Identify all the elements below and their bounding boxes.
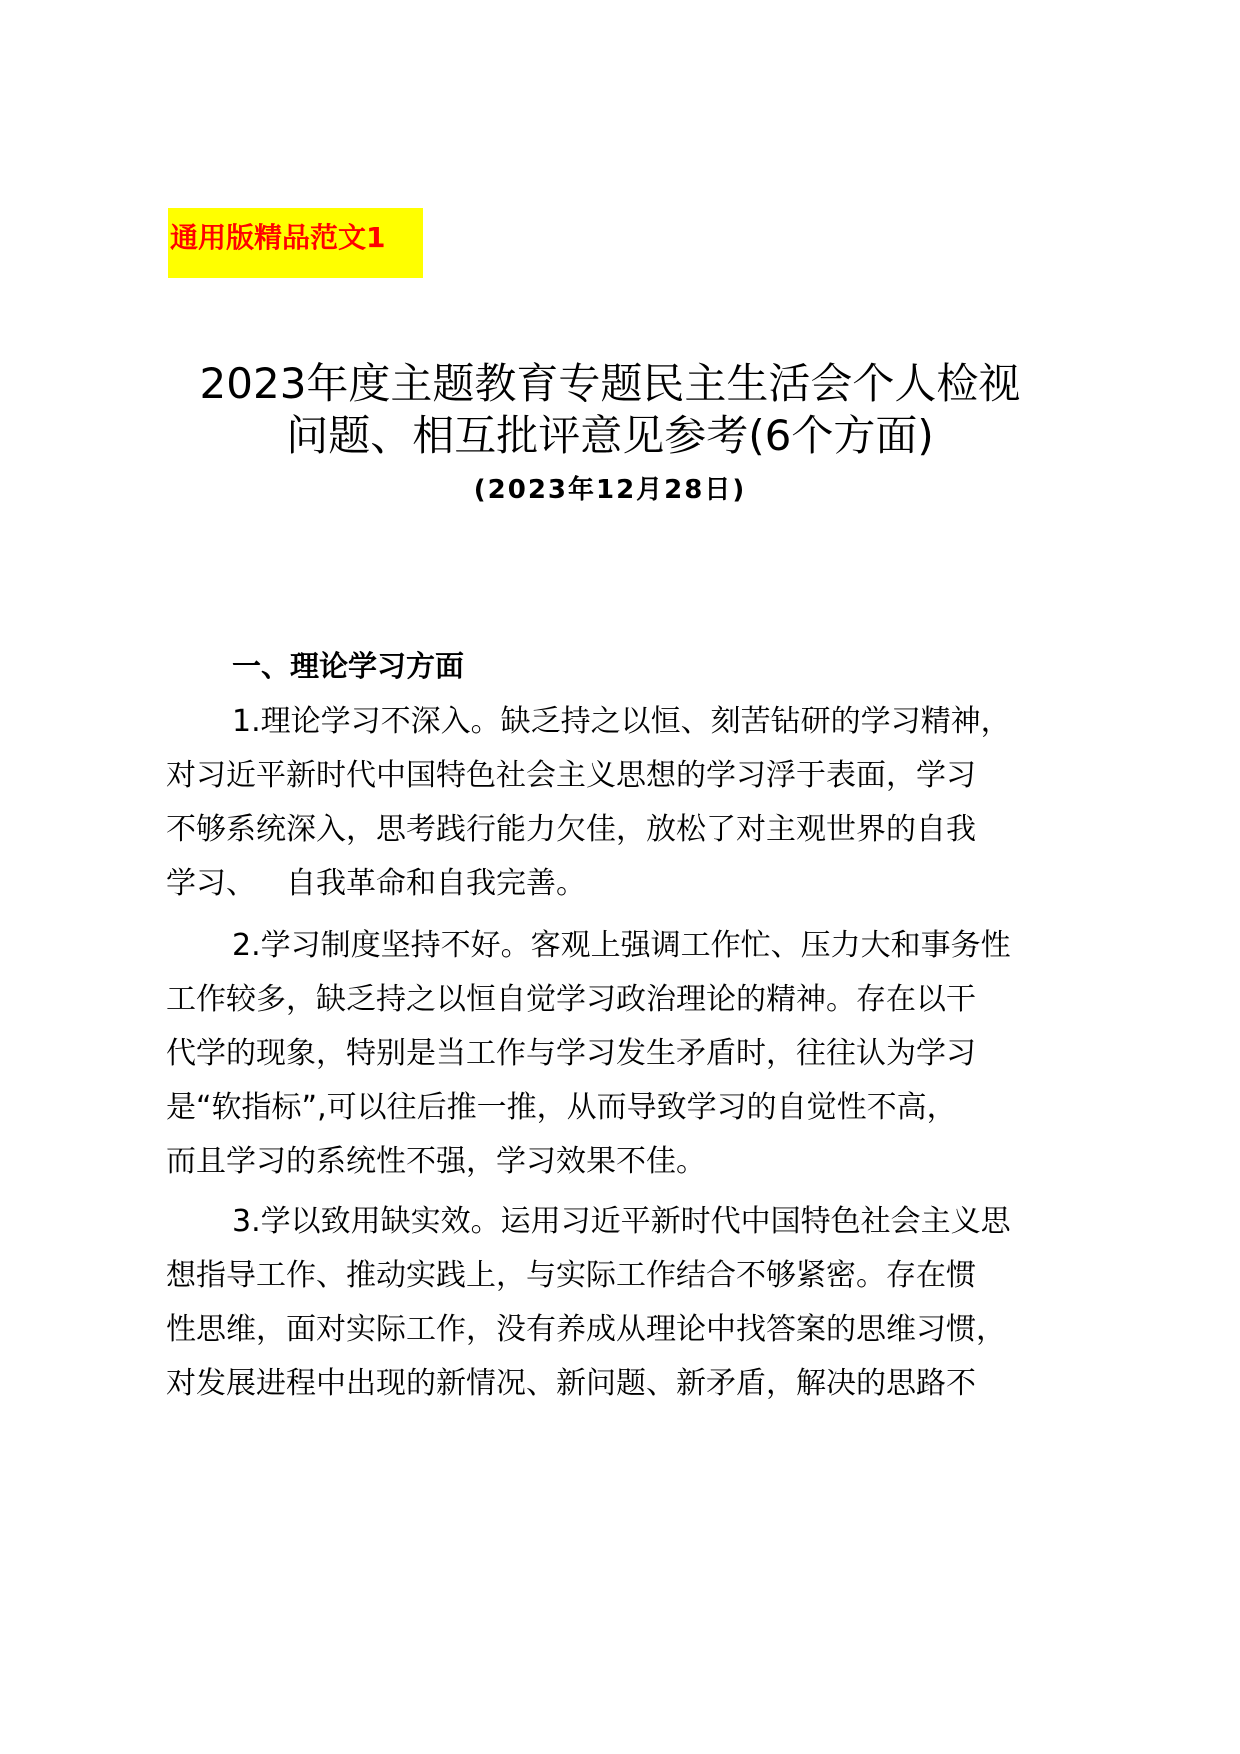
- paragraph-3-line: 3.学以致用缺实效。运用习近平新时代中国特色社会主义思: [232, 1204, 1011, 1239]
- paragraph-1-line: 不够系统深入，思考践行能力欠佳，放松了对主观世界的自我: [166, 812, 976, 847]
- paragraph-1-line: 对习近平新时代中国特色社会主义思想的学习浮于表面，学习: [166, 758, 976, 793]
- paragraph-2-line: 而且学习的系统性不强，学习效果不佳。: [166, 1144, 706, 1179]
- paragraph-3-line: 对发展进程中出现的新情况、新问题、新矛盾，解决的思路不: [166, 1366, 976, 1401]
- document-date: (2023年12月28日): [473, 475, 747, 505]
- paragraph-1-line: [166, 864, 586, 904]
- template-badge: 通用版精品范文1: [168, 208, 423, 278]
- section-heading: 一、理论学习方面: [232, 649, 465, 683]
- document-title-line-2: 问题、相互批评意见参考(6个方面): [286, 411, 934, 460]
- paragraph-2-line: 工作较多，缺乏持之以恒自觉学习政治理论的精神。存在以干: [166, 982, 976, 1017]
- paragraph-1-fragment: 学习、: [166, 866, 256, 901]
- paragraph-2-line: 代学的现象，特别是当工作与学习发生矛盾时，往往认为学习: [166, 1036, 976, 1071]
- paragraph-2-line: 是“软指标”,可以往后推一推，从而导致学习的自觉性不高，: [166, 1090, 957, 1125]
- paragraph-3-line: 想指导工作、推动实践上，与实际工作结合不够紧密。存在惯: [166, 1258, 976, 1293]
- paragraph-1-line: 1.理论学习不深入。缺乏持之以恒、刻苦钻研的学习精神，: [232, 704, 1011, 739]
- paragraph-3-line: 性思维，面对实际工作，没有养成从理论中找答案的思维习惯，: [166, 1312, 1006, 1347]
- document-title-line-1: 2023年度主题教育专题民主生活会个人检视: [199, 359, 1021, 408]
- paragraph-2-line: 2.学习制度坚持不好。客观上强调工作忙、压力大和事务性: [232, 928, 1011, 963]
- paragraph-1-fragment: 自我革命和自我完善。: [286, 866, 586, 901]
